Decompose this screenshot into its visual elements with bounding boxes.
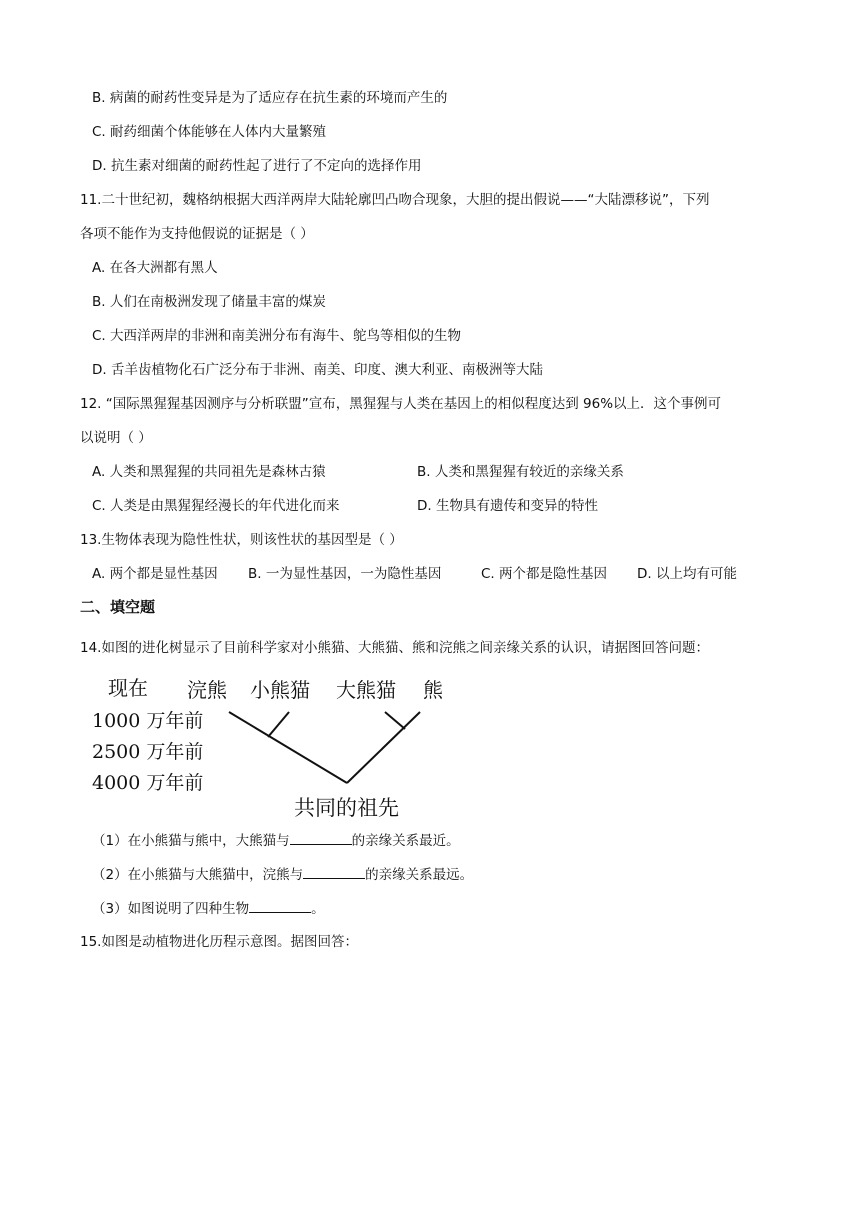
tree-time-unit: 万年前 <box>140 741 204 763</box>
tree-time-number: 2500 <box>92 741 141 763</box>
q14-sub1-text-end: 的亲缘关系最近。 <box>351 833 460 849</box>
q14-sub2 <box>92 864 473 885</box>
q11-option-c: C. 大西洋两岸的非洲和南美洲分布有海牛、鸵鸟等相似的生物 <box>92 328 462 344</box>
tree-time-number: 1000 <box>92 710 141 732</box>
answer-blank[interactable] <box>249 898 311 913</box>
q12-option-c: C. 人类是由黑猩猩经漫长的年代进化而来 <box>92 498 340 514</box>
q14-sub3-text-end: 。 <box>311 901 325 917</box>
q12-stem-line2: 以说明（ ） <box>80 430 152 446</box>
q13-option-d: D. 以上均有可能 <box>637 566 737 582</box>
q14-sub1 <box>92 830 460 851</box>
tree-branch-right <box>347 712 420 783</box>
q14-sub3 <box>92 898 325 919</box>
q12-option-d: D. 生物具有遗传和变异的特性 <box>417 498 598 514</box>
tree-branch-giant-panda <box>385 712 405 729</box>
q13-option-b: B. 一为显性基因，一为隐性基因 <box>248 566 442 582</box>
answer-blank[interactable] <box>290 830 352 845</box>
tree-now-label: 现在 <box>108 676 148 700</box>
q13-option-a: A. 两个都是显性基因 <box>92 566 218 582</box>
q14-stem: 14.如图的进化树显示了目前科学家对小熊猫、大熊猫、熊和浣熊之间亲缘关系的认识，请据图回答问题： <box>80 640 709 656</box>
tree-species-giant-panda: 大熊猫 <box>336 678 396 702</box>
tree-time-unit: 万年前 <box>140 772 204 794</box>
q10-option-c: C. 耐药细菌个体能够在人体内大量繁殖 <box>92 124 327 140</box>
q15-stem: 15.如图是动植物进化历程示意图。据图回答： <box>80 934 358 950</box>
tree-root-label: 共同的祖先 <box>294 796 399 820</box>
q11-stem-line2: 各项不能作为支持他假说的证据是（ ） <box>80 226 314 242</box>
q14-sub1-text: （1）在小熊猫与熊中，大熊猫与 <box>92 833 290 849</box>
q12-stem-line1: 12. “国际黑猩猩基因测序与分析联盟”宣布，黑猩猩与人类在基因上的相似程度达到 96%以上．这个事例可 <box>80 396 722 412</box>
tree-species-raccoon: 浣熊 <box>187 678 227 702</box>
q14-sub2-text: （2）在小熊猫与大熊猫中，浣熊与 <box>92 867 304 883</box>
answer-blank[interactable] <box>303 864 365 879</box>
q10-option-d: D. 抗生素对细菌的耐药性起了进行了不定向的选择作用 <box>92 158 422 174</box>
q11-option-d: D. 舌羊齿植物化石广泛分布于非洲、南美、印度、澳大利亚、南极洲等大陆 <box>92 362 543 378</box>
tree-species-red-panda: 小熊猫 <box>250 678 310 702</box>
q14-sub2-text-end: 的亲缘关系最远。 <box>365 867 474 883</box>
q12-option-a: A. 人类和黑猩猩的共同祖先是森林古猿 <box>92 464 326 480</box>
q11-stem-line1: 11.二十世纪初，魏格纳根据大西洋两岸大陆轮廓凹凸吻合现象，大胆的提出假说——“大陆漂移说”，下列 <box>80 192 710 208</box>
tree-branch-red-panda <box>268 712 289 737</box>
tree-branch-left <box>229 712 347 783</box>
q10-option-b: B. 病菌的耐药性变异是为了适应存在抗生素的环境而产生的 <box>92 90 448 106</box>
q13-stem: 13.生物体表现为隐性性状，则该性状的基因型是（ ） <box>80 532 403 548</box>
q12-option-b: B. 人类和黑猩猩有较近的亲缘关系 <box>417 464 624 480</box>
q14-sub3-text: （3）如图说明了四种生物 <box>92 901 250 917</box>
tree-time-number: 4000 <box>92 772 141 794</box>
q11-option-b: B. 人们在南极洲发现了储量丰富的煤炭 <box>92 294 326 310</box>
q13-option-c: C. 两个都是隐性基因 <box>481 566 608 582</box>
tree-time-unit: 万年前 <box>140 710 204 732</box>
section-title: 二、填空题 <box>80 598 156 616</box>
tree-species-bear: 熊 <box>423 678 443 702</box>
q11-option-a: A. 在各大洲都有黑人 <box>92 260 218 276</box>
